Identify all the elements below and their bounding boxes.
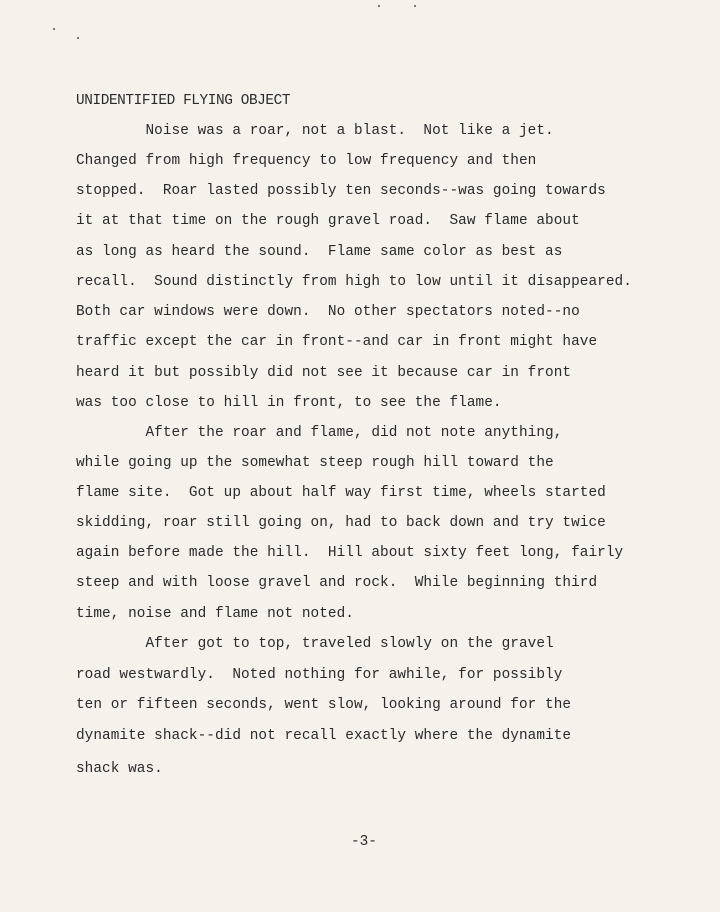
text-line: traffic except the car in front--and car in front might have: [76, 334, 598, 350]
text-line: After the roar and flame, did not note anything,: [76, 425, 563, 441]
text-line: dynamite shack--did not recall exactly where the dynamite: [76, 728, 572, 744]
text-line: ten or fifteen seconds, went slow, looking around for the: [76, 697, 572, 713]
paper-speck: [77, 37, 79, 39]
paper-speck: [378, 5, 380, 7]
text-line: steep and with loose gravel and rock. While beginning third: [76, 575, 598, 591]
text-line: road westwardly. Noted nothing for awhile, for possibly: [76, 667, 563, 683]
text-line: as long as heard the sound. Flame same color as best as: [76, 244, 563, 260]
paper-speck: [53, 28, 55, 30]
text-line: shack was.: [76, 761, 163, 777]
text-line: recall. Sound distinctly from high to low until it disappeared.: [76, 274, 632, 290]
text-line: skidding, roar still going on, had to back down and try twice: [76, 515, 606, 531]
text-line: Changed from high frequency to low frequency and then: [76, 153, 537, 169]
text-line: time, noise and flame not noted.: [76, 606, 354, 622]
text-line: flame site. Got up about half way first time, wheels started: [76, 485, 606, 501]
paper-speck: [414, 5, 416, 7]
text-line: while going up the somewhat steep rough hill toward the: [76, 455, 554, 471]
text-line: Noise was a roar, not a blast. Not like a jet.: [76, 123, 554, 139]
text-line: After got to top, traveled slowly on the gravel: [76, 636, 554, 652]
text-line: Both car windows were down. No other spectators noted--no: [76, 304, 580, 320]
text-line: stopped. Roar lasted possibly ten seconds--was going towards: [76, 183, 606, 199]
document-heading: UNIDENTIFIED FLYING OBJECT: [76, 93, 291, 109]
text-line: was too close to hill in front, to see the flame.: [76, 395, 502, 411]
page-number: -3-: [351, 834, 377, 850]
text-line: heard it but possibly did not see it because car in front: [76, 365, 572, 381]
text-line: it at that time on the rough gravel road. Saw flame about: [76, 213, 580, 229]
text-line: again before made the hill. Hill about sixty feet long, fairly: [76, 545, 624, 561]
